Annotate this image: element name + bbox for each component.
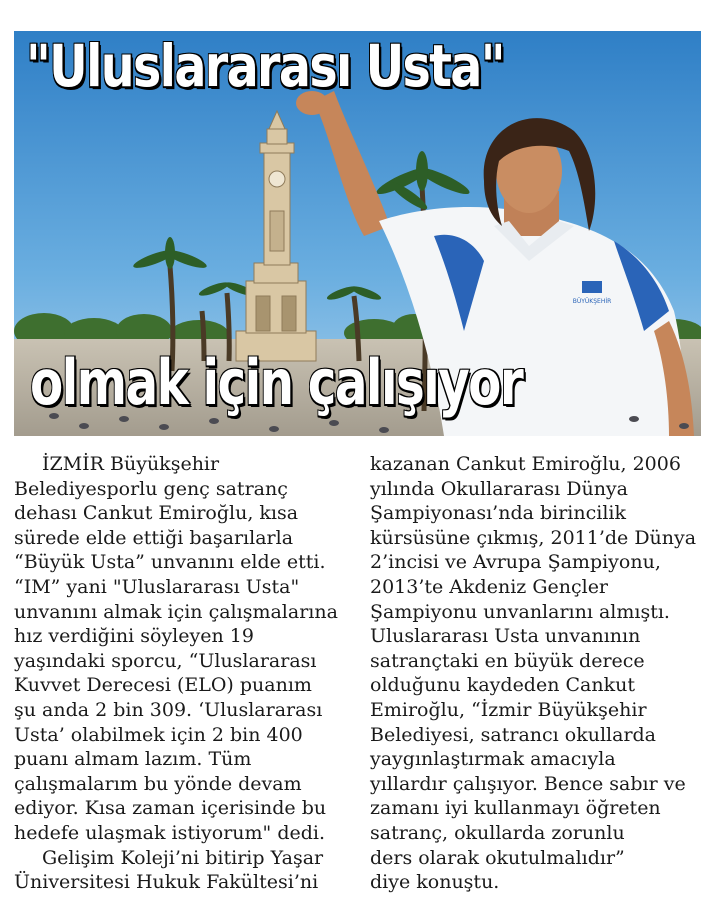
article-line: diye konuştu. <box>370 871 500 894</box>
article-line: dehası Cankut Emiroğlu, kısa <box>14 502 299 525</box>
article-line: “Büyük Usta” unvanını elde etti. <box>14 551 326 574</box>
article-line: kazanan Cankut Emiroğlu, 2006 <box>370 453 681 475</box>
article-line: “IM” yani "Uluslararası Usta" <box>14 575 300 598</box>
article-line: İZMİR Büyükşehir <box>42 453 220 475</box>
article-line: yaşındaki sporcu, “Uluslararası <box>14 649 317 672</box>
article-line: çalışmalarım bu yönde devam <box>14 772 302 795</box>
article-line: yılında Okullararası Dünya <box>370 477 628 500</box>
article-line: Belediyesporlu genç satranç <box>14 477 288 500</box>
article-line: Üniversitesi Hukuk Fakültesi’ni <box>14 871 319 894</box>
article-line: ediyor. Kısa zaman içerisinde bu <box>14 797 327 820</box>
article-line: ders olarak okutulmalıdır” <box>370 846 625 869</box>
article-line: Gelişim Koleji’ni bitirip Yaşar <box>42 846 324 869</box>
shirt-logo: BÜYÜKŞEHİR <box>572 298 612 305</box>
article-line: Şampiyonası’nda birincilik <box>370 502 626 525</box>
article-line: Şampiyonu unvanlarını almıştı. <box>370 600 670 623</box>
article-line: zamanı iyi kullanmayı öğreten <box>370 797 661 820</box>
headline-bottom: olmak için çalışıyor <box>30 346 523 419</box>
article-line: puanı almam lazım. Tüm <box>14 748 252 771</box>
headline-top: "Uluslararası Usta" <box>26 32 504 100</box>
article-line: satranç, okullarda zorunlu <box>370 821 625 844</box>
article-line: sürede elde ettiği başarılarla <box>14 526 294 549</box>
article-line: Uluslararası Usta unvanının <box>370 625 641 648</box>
article-line: unvanını almak için çalışmalarına <box>14 600 338 623</box>
article-column-left <box>14 452 354 895</box>
article-line: Belediyesi, satrancı okullarda <box>370 723 657 746</box>
article-line: hedefe ulaşmak istiyorum" dedi. <box>14 821 326 844</box>
article-line: yaygınlaştırmak amacıyla <box>370 748 616 771</box>
article-line: satrançtaki en büyük derece <box>370 649 645 672</box>
article-line: Kuvvet Derecesi (ELO) puanım <box>14 674 312 697</box>
article-line: 2’incisi ve Avrupa Şampiyonu, <box>370 551 661 574</box>
article-column-right <box>370 452 705 895</box>
article-line: kürsüsüne çıkmış, 2011’de Dünya <box>370 526 697 549</box>
article-line: olduğunu kaydeden Cankut <box>370 674 635 697</box>
article-line: hız verdiğini söyleyen 19 <box>14 625 254 648</box>
article-line: şu anda 2 bin 309. ‘Uluslararası <box>14 698 323 721</box>
article-line: Emiroğlu, “İzmir Büyükşehir <box>370 698 647 721</box>
article-line: 2013’te Akdeniz Gençler <box>370 575 609 598</box>
article-line: Usta’ olabilmek için 2 bin 400 <box>14 723 303 746</box>
article-line: yıllardır çalışıyor. Bence sabır ve <box>370 772 686 795</box>
